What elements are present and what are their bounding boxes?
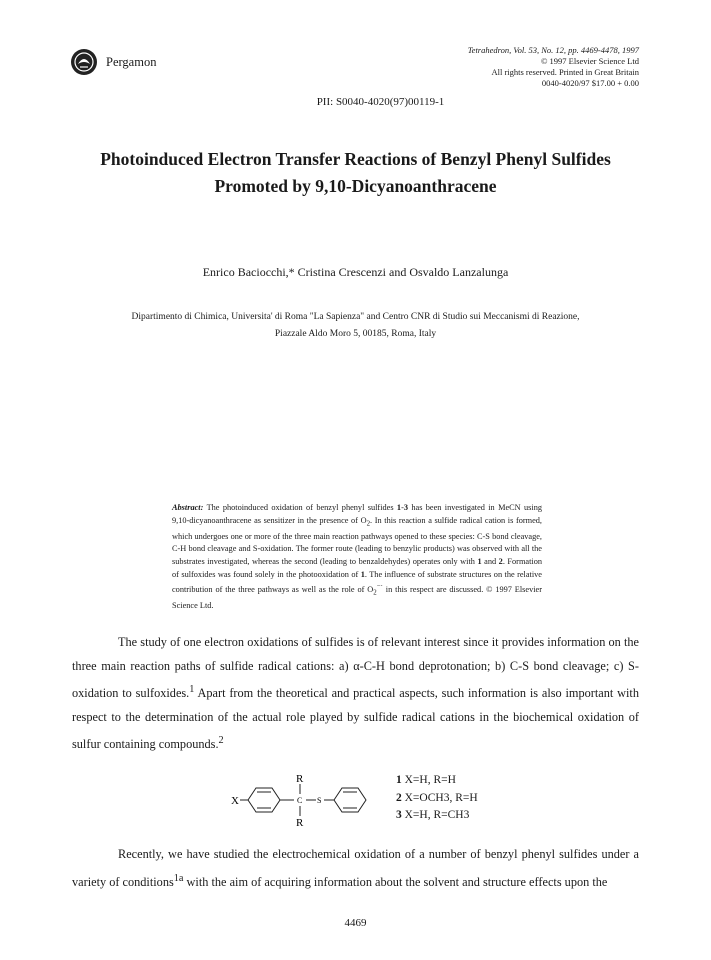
publisher-logo-icon — [70, 48, 98, 76]
sulfur-label: S — [317, 796, 322, 805]
affiliation-line-2: Piazzale Aldo Moro 5, 00185, Roma, Italy — [274, 329, 437, 339]
benzyl-phenyl-sulfide-structure — [228, 772, 378, 828]
title-line-2: Promoted by 9,10-Dicyanoanthracene — [214, 176, 497, 196]
x-substituent-label: X — [231, 795, 239, 807]
page-number: 4469 — [344, 917, 367, 929]
journal-citation: Tetrahedron, Vol. 53, No. 12, pp. 4469-4478, 1997 — [467, 45, 639, 55]
title-line-1: Photoinduced Electron Transfer Reactions of Benzyl Phenyl Sulfides — [100, 149, 611, 169]
carbon-label: C — [297, 796, 303, 805]
compound-1: 1 X=H, R=H — [396, 774, 456, 786]
body-paragraph-2: Recently, we have studied the electrochemical oxidation of a number of benzyl phenyl sulfides under a variety of conditions$^{1a}$ with the aim of acquiring information about the solvent and structure effects upon the — [72, 847, 639, 889]
compound-2: 2 X=OCH3, R=H — [396, 791, 478, 804]
author-list: Enrico Baciocchi,* Cristina Crescenzi and Osvaldo Lanzalunga — [202, 265, 509, 279]
r-top-label: R — [296, 773, 304, 785]
affiliation-line-1: Dipartimento di Chimica, Universita' di Roma "La Sapienza" and Centro CNR di Studio sui Meccanismi di Reazione, — [131, 312, 580, 322]
compound-3: 3 X=H, R=CH3 — [396, 809, 470, 821]
abstract: Abstract: The photoinduced oxidation of benzyl phenyl sulfides 1-3 has been investigated in MeCN using 9,10-dicyanoanthracene as sensitizer in the presence of $O_2$. In this reaction a sulfide radical cation is formed, which undergoes one or more of the three main reaction pathways opened to these species: C-S bond cleavage, C-H bond cleavage and S-oxidation. The former route (leading to benzylic products) was observed with all the substrates investigated, whereas the second (leading to benzaldehydes) operates only with 1 and 2. Formation of sulfoxides was found solely in the photooxidation of 1. The influence of substrate structures on the relative contribution of the three pathways as well as the role of $O_2^{-\cdot}$ in this respect are discussed. © 1997 Elsevier Science Ltd. — [172, 503, 542, 611]
journal-info — [468, 45, 639, 89]
publisher-name: Pergamon — [106, 55, 157, 69]
r-bottom-label: R — [296, 817, 304, 828]
copyright-line: © 1997 Elsevier Science Ltd — [540, 56, 639, 66]
rights-line: All rights reserved. Printed in Great Britain — [491, 67, 639, 77]
body-paragraph-1: The study of one electron oxidations of sulfides is of relevant interest since it provides information on the three main reaction paths of sulfide radical cations: a) α-C-H bond deprotonation; b) C-S bond cleavage; c) S-oxidation to sulfoxides.$^1$ Apart from the theoretical and practical aspects, such information is also important with respect to the determination of the actual role played by sulfide radical cations in the biochemical oxidation of sulfur containing compounds.$^2$ — [72, 635, 639, 752]
price-line: 0040-4020/97 $17.00 + 0.00 — [541, 78, 639, 88]
affiliation — [0, 309, 711, 343]
pii-identifier: PII: S0040-4020(97)00119-1 — [316, 96, 445, 108]
article-title — [0, 146, 711, 200]
compound-list — [396, 772, 478, 825]
